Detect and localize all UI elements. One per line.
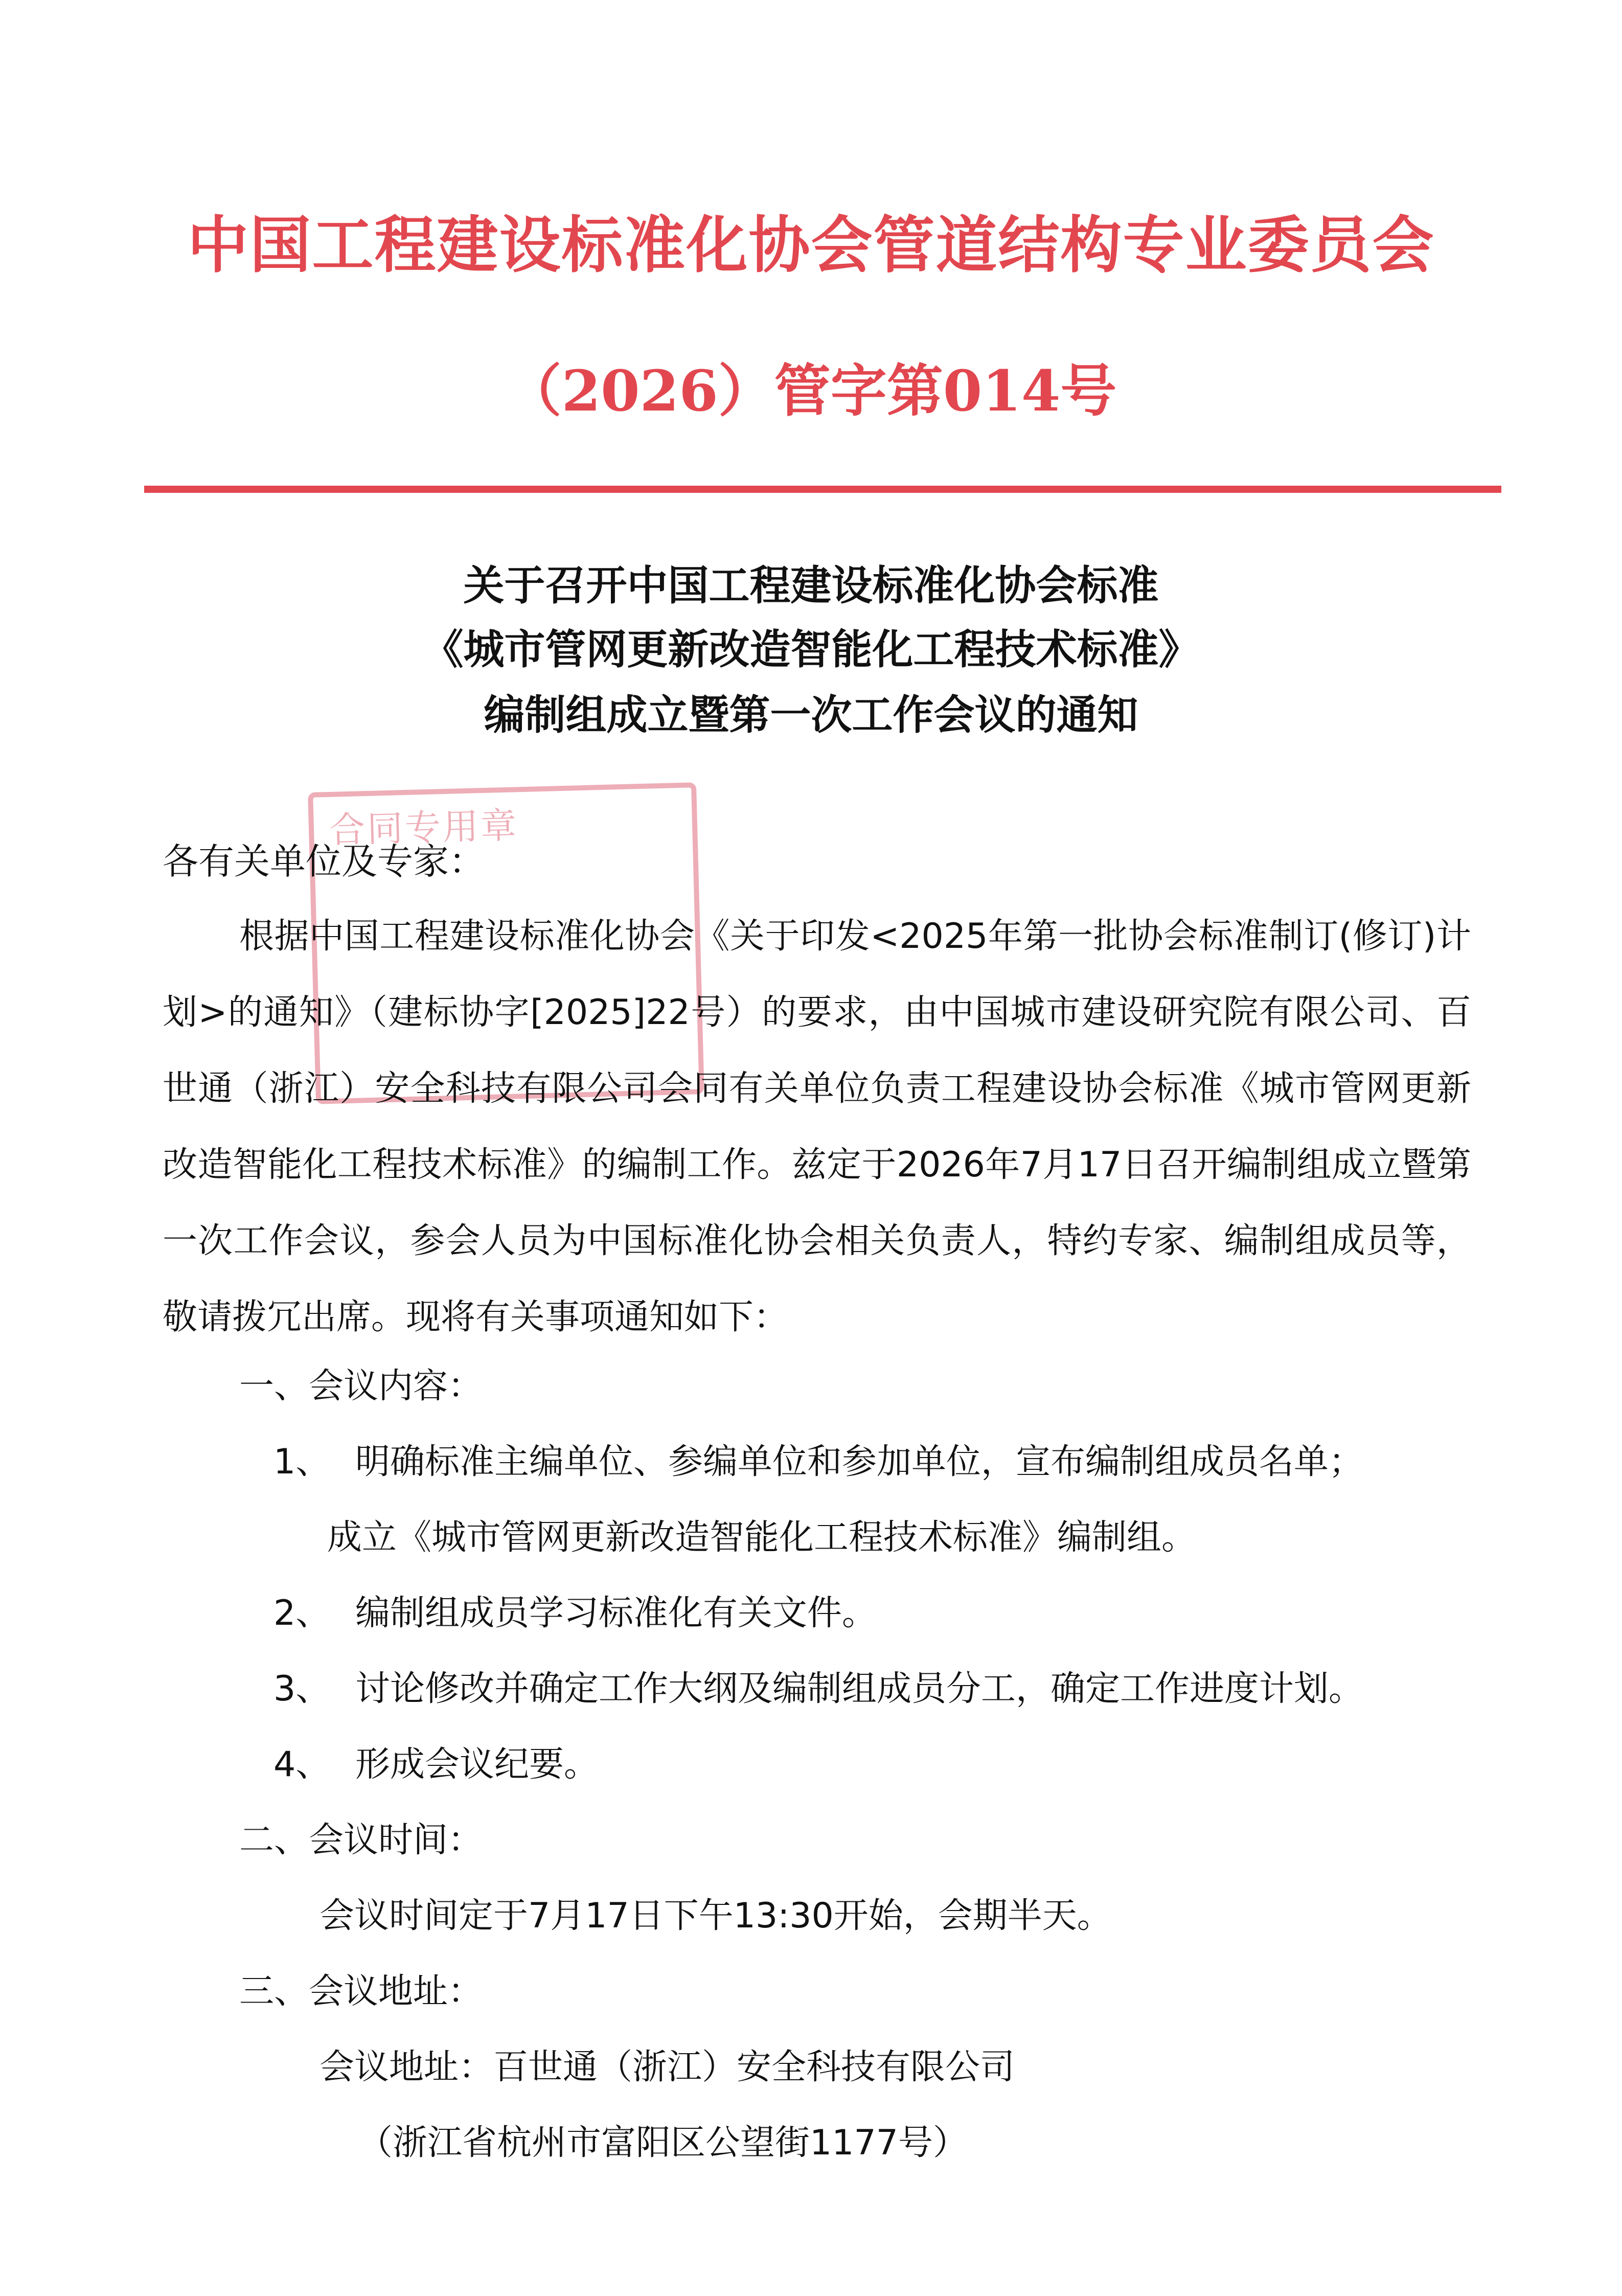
list-item-1 (273, 1431, 1363, 1493)
document-number: （2026）管字第014号 (505, 358, 1117, 424)
red-divider-line (144, 486, 1501, 493)
list-item-text: 编制组成员学习标准化有关文件。 (355, 1593, 877, 1633)
list-item-2 (273, 1583, 877, 1644)
notice-title-line-2: 《城市管网更新改造智能化工程技术标准》 (422, 625, 1200, 673)
notice-title-line-3: 编制组成立暨第一次工作会议的通知 (484, 691, 1138, 739)
list-item-4 (273, 1734, 599, 1795)
section-2-heading: 二、会议时间： (239, 1820, 483, 1860)
list-item-number: 3、 (273, 1669, 331, 1709)
list-item-1-continuation: 成立《城市管网更新改造智能化工程技术标准》编制组。 (327, 1517, 1197, 1558)
list-item-number: 4、 (273, 1744, 331, 1785)
stamp-text: 合同专用章 (329, 804, 519, 851)
section-3-heading: 三、会议地址： (239, 1971, 483, 2012)
list-item-3 (273, 1658, 1363, 1720)
section-1-heading: 一、会议内容： (239, 1366, 483, 1406)
list-item-text: 讨论修改并确定工作大纲及编制组成员分工，确定工作进度计划。 (355, 1669, 1364, 1709)
organization-name: 中国工程建设标准化协会管道结构专业委员会 (187, 209, 1435, 281)
list-item-text: 形成会议纪要。 (355, 1744, 599, 1785)
meeting-street-address: （浙江省杭州市富阳区公望街1177号） (358, 2123, 968, 2163)
meeting-time-text: 会议时间定于7月17日下午13:30开始，会期半天。 (319, 1896, 1112, 1936)
list-item-number: 1、 (273, 1442, 331, 1482)
body-paragraph: 根据中国工程建设标准化协会《关于印发<2025年第一批协会标准制订(修订)计划>的通知》（建标协字[2025]22号）的要求，由中国城市建设研究院有限公司、百世通（浙江）安全科技有限公司会同有关单位负责工程建设协会标准《城市管网更新改造智能化工程技术标准》的编制工作。兹定于2026年7月17日召开编制组成立暨第一次工作会议，参会人员为中国标准化协会相关负责人，特约专家、编制组成员等，敬请拨冗出席。现将有关事项通知如下： (163, 916, 1471, 1337)
meeting-address-text: 会议地址：百世通（浙江）安全科技有限公司 (319, 2047, 1015, 2087)
list-item-text: 明确标准主编单位、参编单位和参加单位，宣布编制组成员名单； (355, 1442, 1364, 1482)
salutation: 各有关单位及专家： (163, 840, 485, 882)
list-item-number: 2、 (273, 1593, 331, 1633)
notice-title-line-1: 关于召开中国工程建设标准化协会标准 (463, 561, 1159, 609)
